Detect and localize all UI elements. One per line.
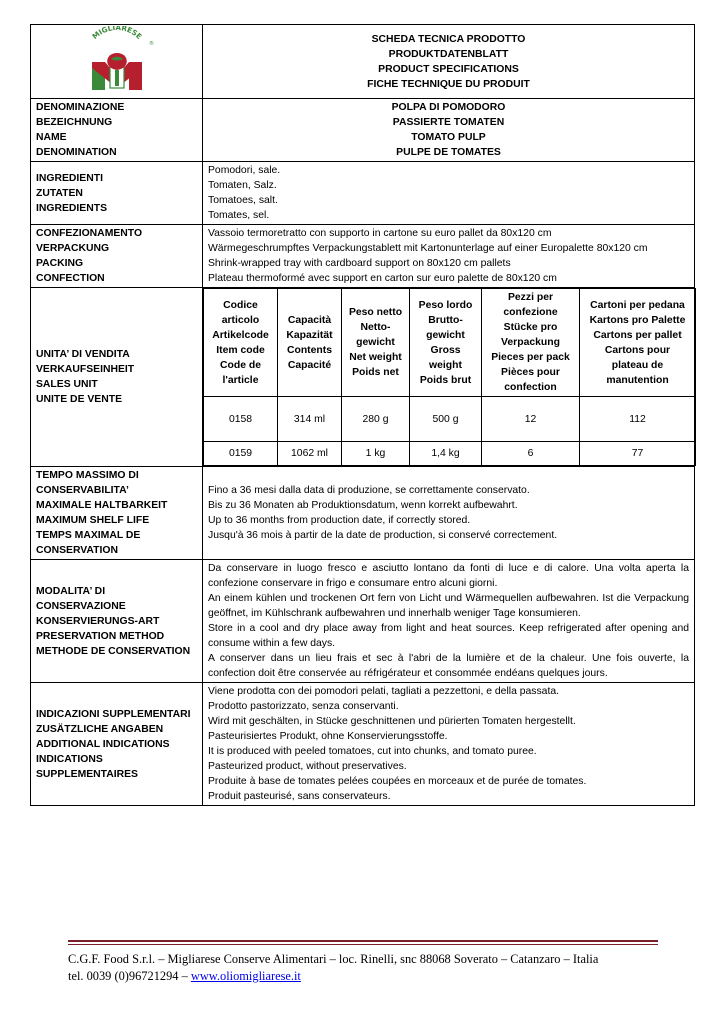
logo-brand-text: MIGLIARESE (89, 26, 144, 41)
svg-text:MIGLIARESE (90, 26, 143, 41)
header-net-weight: Peso netto Netto- gewicht Net weight Poids net (342, 289, 410, 397)
product-name: POLPA DI POMODORO PASSIERTE TOMATEN TOMATO PULP PULPE DE TOMATES (203, 99, 695, 162)
spec-sheet-table (30, 24, 695, 806)
shelf-life-value: Fino a 36 mesi dalla data di produzione, se correttamente conservato. Bis zu 36 Monaten ab Produktionsdatum, wenn korrekt aufbewahrt. Up to 36 months from production date, if correctly stored. Jusqu'à 36 mois à partir de la date de production, si conservé correctement. (203, 467, 695, 560)
website-link[interactable]: www.oliomigliarese.it (190, 969, 301, 983)
footer-rule (68, 944, 658, 945)
title-line: PRODUKTDATENBLATT (388, 48, 509, 60)
packaging-value: Vassoio termoretratto con supporto in cartone su euro pallet da 80x120 cm Wärmegeschrumpftes Verpackungstablett mit Kartonunterlage auf einer Europalette 80x120 cm Shrink-wrapped tray with cardboard support on 80x120 cm pallets Plateau thermoformé avec support en carton sur euro palette de 80x120 cm (203, 225, 695, 288)
shelf-life-label: TEMPO MASSIMO DI CONSERVABILITA’ MAXIMALE HALTBARKEIT MAXIMUM SHELF LIFE TEMPS MAXIMAL DE CONSERVATION (31, 467, 203, 560)
cell-capacity: 1062 ml (278, 442, 342, 466)
title-line: PRODUCT SPECIFICATIONS (378, 63, 519, 75)
header-cartons-per-pallet: Cartoni per pedana Kartons pro Palette Cartons per pallet Cartons pour plateau de manutention (580, 289, 696, 397)
cell-gross-weight: 1,4 kg (410, 442, 482, 466)
title-line: SCHEDA TECNICA PRODOTTO (371, 33, 526, 45)
footer-contact-line (68, 968, 658, 985)
cell-cartons-per-pallet: 77 (580, 442, 696, 466)
header-pieces-per-pack: Pezzi per confezione Stücke pro Verpackung Pieces per pack Pièces pour confection (482, 289, 580, 397)
page-footer (68, 940, 658, 985)
header-capacity: Capacità Kapazität Contents Capacité (278, 289, 342, 397)
sales-unit-table (203, 288, 696, 466)
cell-net-weight: 1 kg (342, 442, 410, 466)
cell-cartons-per-pallet: 112 (580, 397, 696, 442)
denomination-label: DENOMINAZIONE BEZEICHNUNG NAME DENOMINATION (31, 99, 203, 162)
cell-pieces-per-pack: 6 (482, 442, 580, 466)
footer-phone: tel. 0039 (0)96721294 – (68, 969, 191, 983)
cell-item-code: 0159 (204, 442, 278, 466)
ingredients-label: INGREDIENTI ZUTATEN INGREDIENTS (31, 162, 203, 225)
ingredients-value: Pomodori, sale. Tomaten, Salz. Tomatoes, salt. Tomates, sel. (203, 162, 695, 225)
sales-unit-header-row (204, 289, 696, 397)
svg-text:®: ® (148, 41, 154, 47)
logo-cell (31, 25, 203, 99)
header-item-code: Codice articolo Artikelcode Item code Code de l'article (204, 289, 278, 397)
table-row (204, 397, 696, 442)
packaging-label: CONFEZIONAMENTO VERPACKUNG PACKING CONFECTION (31, 225, 203, 288)
footer-company-line: C.G.F. Food S.r.l. – Migliarese Conserve Alimentari – loc. Rinelli, snc 88068 Soverato – Catanzaro – Italia (68, 952, 599, 966)
cell-pieces-per-pack: 12 (482, 397, 580, 442)
header-gross-weight: Peso lordo Brutto- gewicht Gross weight Poids brut (410, 289, 482, 397)
migliarese-logo-icon (77, 26, 157, 92)
document-title (203, 25, 695, 99)
table-row (204, 442, 696, 466)
title-line: FICHE TECHNIQUE DU PRODUIT (367, 78, 530, 90)
additional-indications-value: Viene prodotta con dei pomodori pelati, tagliati a pezzettoni, e della passata. Prodotto pastorizzato, senza conservanti. Wird mit geschälten, in Stücke geschnittenen und pürierten Tomaten hergestellt. Pasteurisiertes Produkt, ohne Konservierungsstoffe. It is produced with peeled tomatoes, cut into chunks, and tomato puree. Pasteurized product, without preservatives. Produite à base de tomates pelées coupées en morceaux et de purée de tomates. Produit pasteurisé, sans conservateurs. (203, 683, 695, 806)
cell-capacity: 314 ml (278, 397, 342, 442)
additional-indications-label: INDICAZIONI SUPPLEMENTARI ZUSÄTZLICHE ANGABEN ADDITIONAL INDICATIONS INDICATIONS SUPPLEMENTAIRES (31, 683, 203, 806)
sales-unit-cell (203, 288, 695, 467)
sales-unit-label: UNITA’ DI VENDITA VERKAUFSEINHEIT SALES UNIT UNITE DE VENTE (31, 288, 203, 467)
preservation-value: Da conservare in luogo fresco e asciutto lontano da fonti di luce e di calore. Una volta aperta la confezione conservare in frigo e consumare entro alcuni giorni. An einem kühlen und trockenen Ort fern von Licht und Wärmequellen aufbewahren. Ist die Verpackung geöffnet, im Kühlschrank aufbewahren und innerhalb weniger Tage konsumieren. Store in a cool and dry place away from light and heat sources. Keep refrigerated after opening and consume within a few days. A conserver dans un lieu frais et sec à l'abri de la lumière et de la chaleur. Une fois ouverte, la confection doit être conservée au réfrigérateur et consommée endéans quelques jours. (203, 560, 695, 683)
cell-item-code: 0158 (204, 397, 278, 442)
preservation-label: MODALITA’ DI CONSERVAZIONE KONSERVIERUNGS-ART PRESERVATION METHOD METHODE DE CONSERVATION (31, 560, 203, 683)
footer-rule (68, 940, 658, 942)
cell-gross-weight: 500 g (410, 397, 482, 442)
cell-net-weight: 280 g (342, 397, 410, 442)
